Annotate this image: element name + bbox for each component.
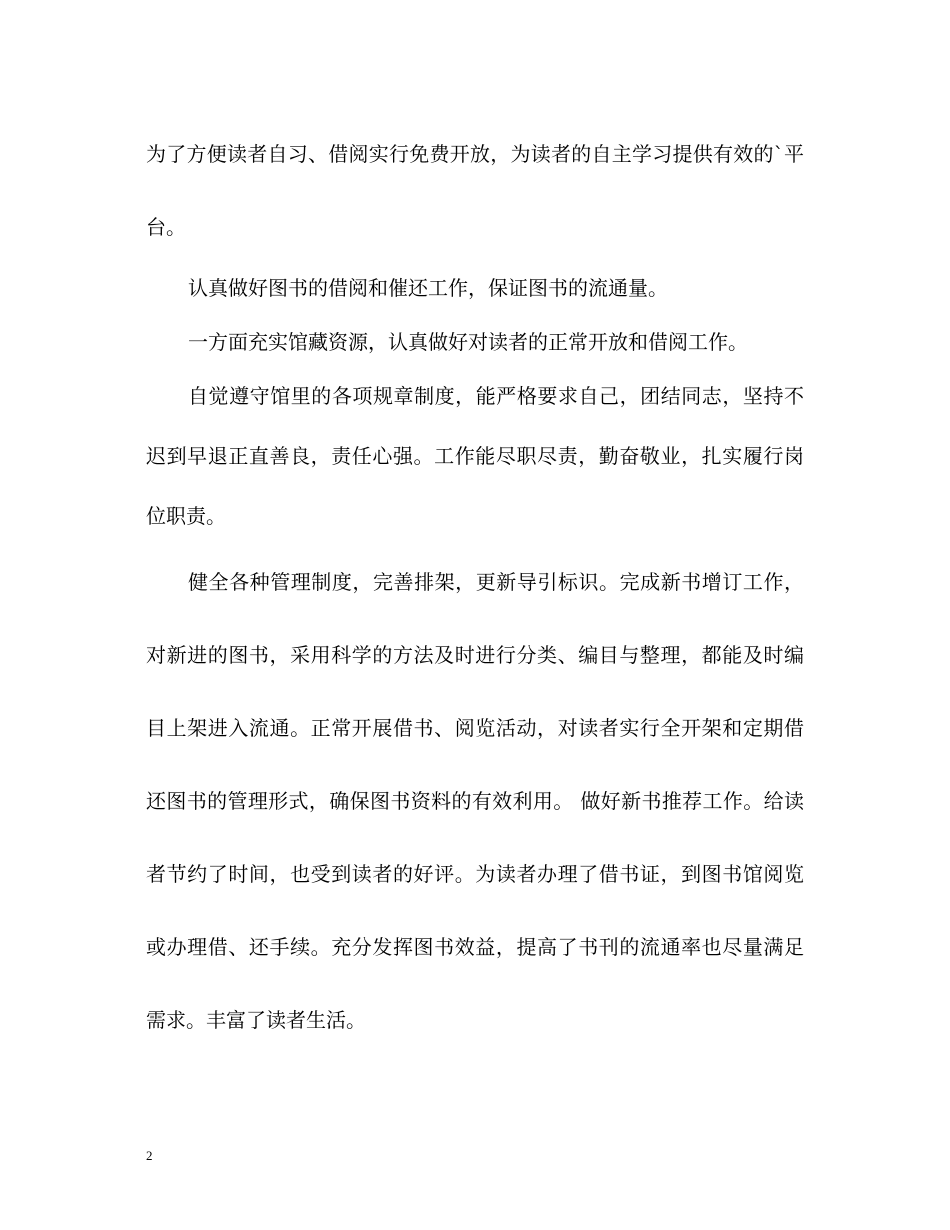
page-number: 2 xyxy=(146,1148,153,1163)
paragraph-5: 健全各种管理制度，完善排架，更新导引标识。完成新书增订工作，对新进的图书，采用科学的方法及时进行分类、编目与整理，都能及时编目上架进入流通。正常开展借书、阅览活动，对读者实行全开架和定期借还图书的管理形式，确保图书资料的有效利用。 做好新书推荐工作。给读者节约了时间，也受到读者的好评。为读者办理了借书证，到图书馆阅览或办理借、还手续。充分发挥图书效益，提高了书刊的流通率也尽量满足需求。丰富了读者生活。 xyxy=(146,570,804,1032)
paragraph-3: 一方面充实馆藏资源，认真做好对读者的正常开放和借阅工作。 xyxy=(188,330,748,354)
paragraph-4: 自觉遵守馆里的各项规章制度，能严格要求自己，团结同志，坚持不迟到早退正直善良，责任心强。工作能尽职尽责，勤奋敬业，扎实履行岗位职责。 xyxy=(146,384,804,528)
paragraph-2: 认真做好图书的借阅和催还工作，保证图书的流通量。 xyxy=(188,276,668,300)
document-body xyxy=(146,118,804,1057)
paragraph-1: 为了方便读者自习、借阅实行免费开放，为读者的自主学习提供有效的`平台。 xyxy=(146,142,804,239)
